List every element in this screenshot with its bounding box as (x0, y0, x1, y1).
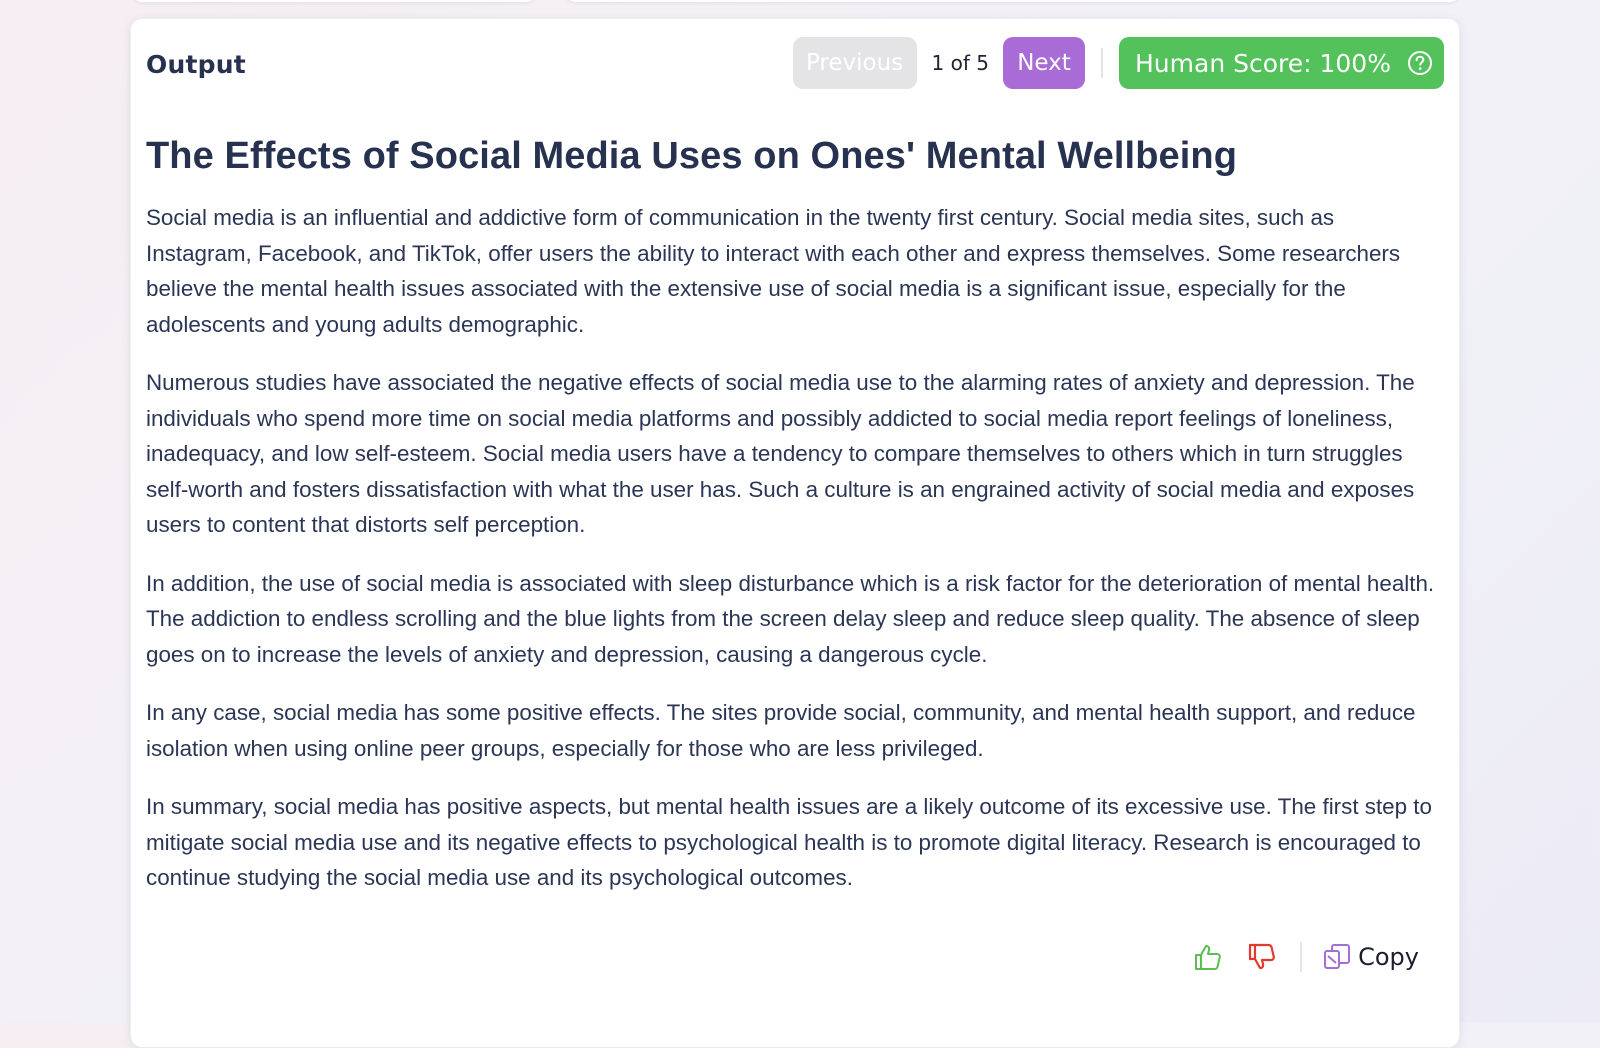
output-label: Output (146, 50, 246, 79)
output-content (146, 131, 1437, 919)
paragraph: Numerous studies have associated the negative effects of social media use to the alarming rates of anxiety and depression. The individuals who spend more time on social media platforms and possibly addicted to social media report feelings of loneliness, inadequacy, and low self-esteem. Social media users have a tendency to compare themselves to others which in turn struggles self-worth and fosters dissatisfaction with what the user has. Such a culture is an engrained activity of social media and exposes users to content that distorts self perception. (146, 370, 1415, 538)
paragraph: In addition, the use of social media is associated with sleep disturbance which is a risk factor for the deterioration of mental health. The addiction to endless scrolling and the blue lights from the screen delay sleep and reduce sleep quality. The absence of sleep goes on to increase the levels of anxiety and depression, causing a dangerous cycle. (146, 570, 1435, 667)
background-card-left (132, 0, 536, 2)
thumbs-down-icon[interactable] (1246, 941, 1278, 973)
paragraph: Social media is an influential and addictive form of communication in the twenty first century. Social media sites, such as Instagram, Facebook, and TikTok, offer users the ability to interact with each other and express themselves. Some researchers believe the mental health issues associated with the extensive use of social media is a significant issue, especially for the adolescents and young adults demographic. (146, 205, 1401, 337)
next-button[interactable]: Next (1003, 37, 1085, 89)
thumbs-up-icon[interactable] (1192, 941, 1224, 973)
footer-divider (1300, 942, 1302, 972)
previous-button[interactable]: Previous (793, 37, 917, 89)
document-title: The Effects of Social Media Uses on Ones' Mental Wellbeing (146, 135, 1238, 177)
paragraph: In summary, social media has positive aspects, but mental health issues are a likely outcome of its excessive use. The first step to mitigate social media use and its negative effects to psychological health is to promote digital literacy. Research is encouraged to continue studying the social media use and its psychological outcomes. (146, 794, 1432, 891)
header-divider (1101, 48, 1103, 78)
copy-icon (1322, 942, 1352, 972)
output-card (130, 18, 1460, 1048)
output-footer (1192, 937, 1419, 977)
human-score-label: Human Score: 100% (1135, 48, 1391, 78)
page-indicator: 1 of 5 (931, 51, 989, 75)
copy-label: Copy (1358, 943, 1419, 971)
human-score-badge[interactable] (1119, 37, 1444, 89)
output-header (146, 37, 1444, 89)
output-controls (793, 37, 1444, 89)
paragraph: In any case, social media has some positive effects. The sites provide social, community, and mental health support, and reduce isolation when using online peer groups, especially for those who are less privileged. (146, 700, 1416, 761)
background-card-right (566, 0, 1460, 2)
copy-button[interactable] (1322, 942, 1419, 972)
help-icon[interactable] (1407, 50, 1433, 76)
